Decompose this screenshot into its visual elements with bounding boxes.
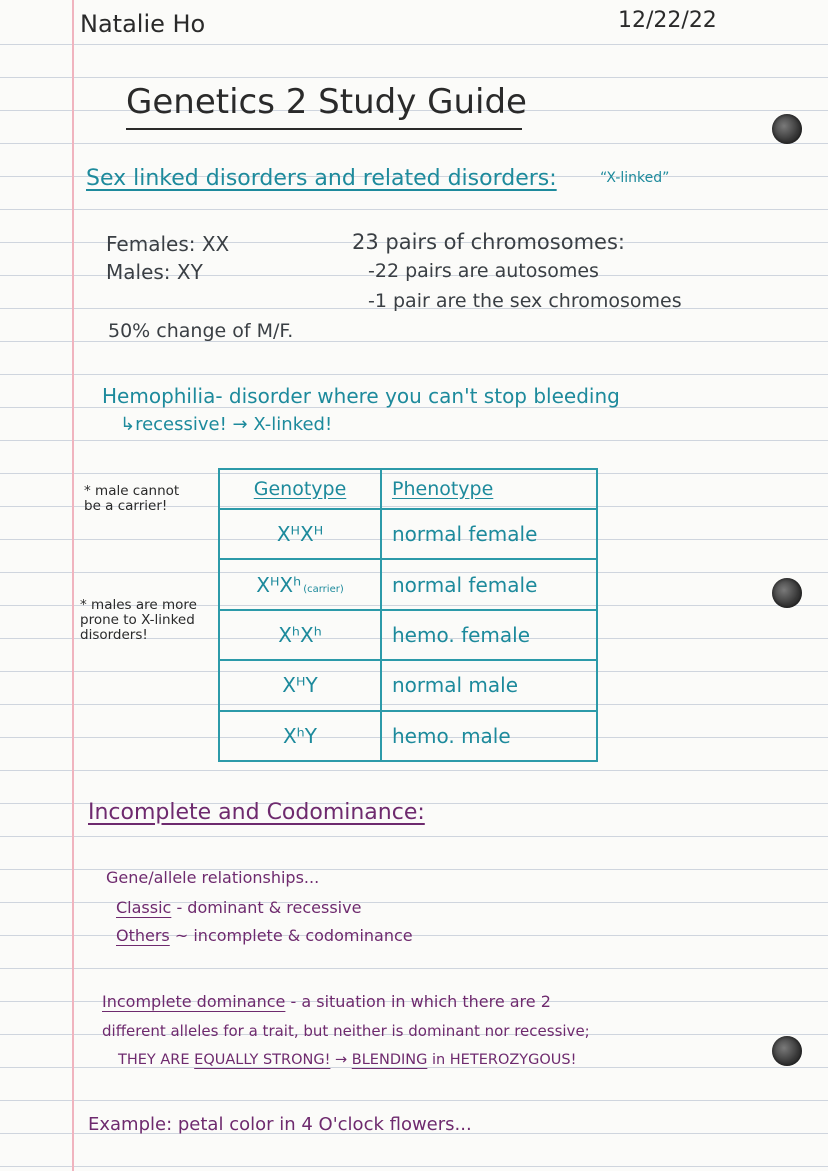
hemophilia-definition: Hemophilia- disorder where you can't stop bleeding bbox=[102, 384, 620, 408]
definition-text-1: - a situation in which there are 2 bbox=[290, 992, 551, 1011]
genotype-cell bbox=[219, 509, 381, 559]
genotype-cell bbox=[219, 660, 381, 710]
genotype-text: XᴴXʰ bbox=[256, 572, 302, 597]
chance-note: 50% change of M/F. bbox=[108, 320, 294, 342]
females-label: Females: XX bbox=[106, 232, 230, 256]
table-row bbox=[219, 559, 597, 609]
genotype-header: Genotype bbox=[219, 469, 381, 509]
arrow-text: → bbox=[330, 1052, 352, 1068]
binder-hole-middle bbox=[772, 578, 802, 608]
title-underline bbox=[126, 128, 522, 130]
page-title: Genetics 2 Study Guide bbox=[126, 82, 527, 122]
table-row bbox=[219, 509, 597, 559]
classic-line bbox=[116, 898, 361, 917]
classic-label: Classic bbox=[116, 898, 172, 917]
sex-chromosomes-line: -1 pair are the sex chromosomes bbox=[368, 290, 682, 312]
phenotype-cell: normal female bbox=[381, 559, 597, 609]
incomplete-heading: Incomplete and Codominance: bbox=[88, 800, 425, 825]
author-name: Natalie Ho bbox=[80, 10, 206, 38]
chromosomes-title: 23 pairs of chromosomes: bbox=[352, 230, 625, 254]
table-row bbox=[219, 711, 597, 761]
sex-linked-heading: Sex linked disorders and related disorders: bbox=[86, 166, 557, 191]
genotype-text: XʰXʰ bbox=[278, 622, 322, 647]
phenotype-header: Phenotype bbox=[381, 469, 597, 509]
genotype-text: XʰY bbox=[282, 723, 317, 748]
phenotype-cell: hemo. female bbox=[381, 610, 597, 660]
classic-text: - dominant & recessive bbox=[176, 898, 362, 917]
heterozygous-text: in HETEROZYGOUS! bbox=[427, 1052, 577, 1068]
equally-strong-text: EQUALLY STRONG! bbox=[194, 1052, 331, 1068]
others-label: Others bbox=[116, 926, 170, 945]
definition-line-2: different alleles for a trait, but neither is dominant nor recessive; bbox=[102, 1022, 590, 1040]
genotype-cell bbox=[219, 711, 381, 761]
genotype-cell bbox=[219, 559, 381, 609]
table-row bbox=[219, 610, 597, 660]
example-line: Example: petal color in 4 O'clock flowers... bbox=[88, 1114, 472, 1135]
autosomes-line: -22 pairs are autosomes bbox=[368, 260, 599, 282]
margin-line bbox=[72, 0, 74, 1171]
phenotype-cell: hemo. male bbox=[381, 711, 597, 761]
phenotype-cell: normal male bbox=[381, 660, 597, 710]
date: 12/22/22 bbox=[618, 8, 717, 33]
genotype-phenotype-table bbox=[218, 468, 598, 762]
side-note-prone: * males are more prone to X-linked disorders! bbox=[80, 597, 197, 643]
genotype-text: XᴴXᴴ bbox=[276, 522, 324, 547]
definition-line-1 bbox=[102, 992, 551, 1011]
table-header-row bbox=[219, 469, 597, 509]
x-linked-note: “X-linked” bbox=[600, 170, 670, 186]
relationships-label: Gene/allele relationships... bbox=[106, 868, 320, 887]
genotype-text: XᴴY bbox=[282, 673, 318, 698]
phenotype-cell: normal female bbox=[381, 509, 597, 559]
others-text: ~ incomplete & codominance bbox=[174, 926, 413, 945]
hemophilia-note: ↳recessive! → X-linked! bbox=[120, 414, 333, 435]
binder-hole-top bbox=[772, 114, 802, 144]
binder-hole-bottom bbox=[772, 1036, 802, 1066]
table-row bbox=[219, 660, 597, 710]
definition-term: Incomplete dominance bbox=[102, 992, 286, 1011]
definition-line-3 bbox=[118, 1052, 576, 1068]
blending-text: BLENDING bbox=[351, 1052, 428, 1068]
carrier-label: (carrier) bbox=[303, 583, 344, 595]
others-line bbox=[116, 926, 413, 945]
males-label: Males: XY bbox=[106, 260, 203, 284]
definition-text-3a: THEY ARE bbox=[118, 1052, 195, 1068]
side-note-carrier: * male cannot be a carrier! bbox=[84, 483, 180, 514]
genotype-cell bbox=[219, 610, 381, 660]
